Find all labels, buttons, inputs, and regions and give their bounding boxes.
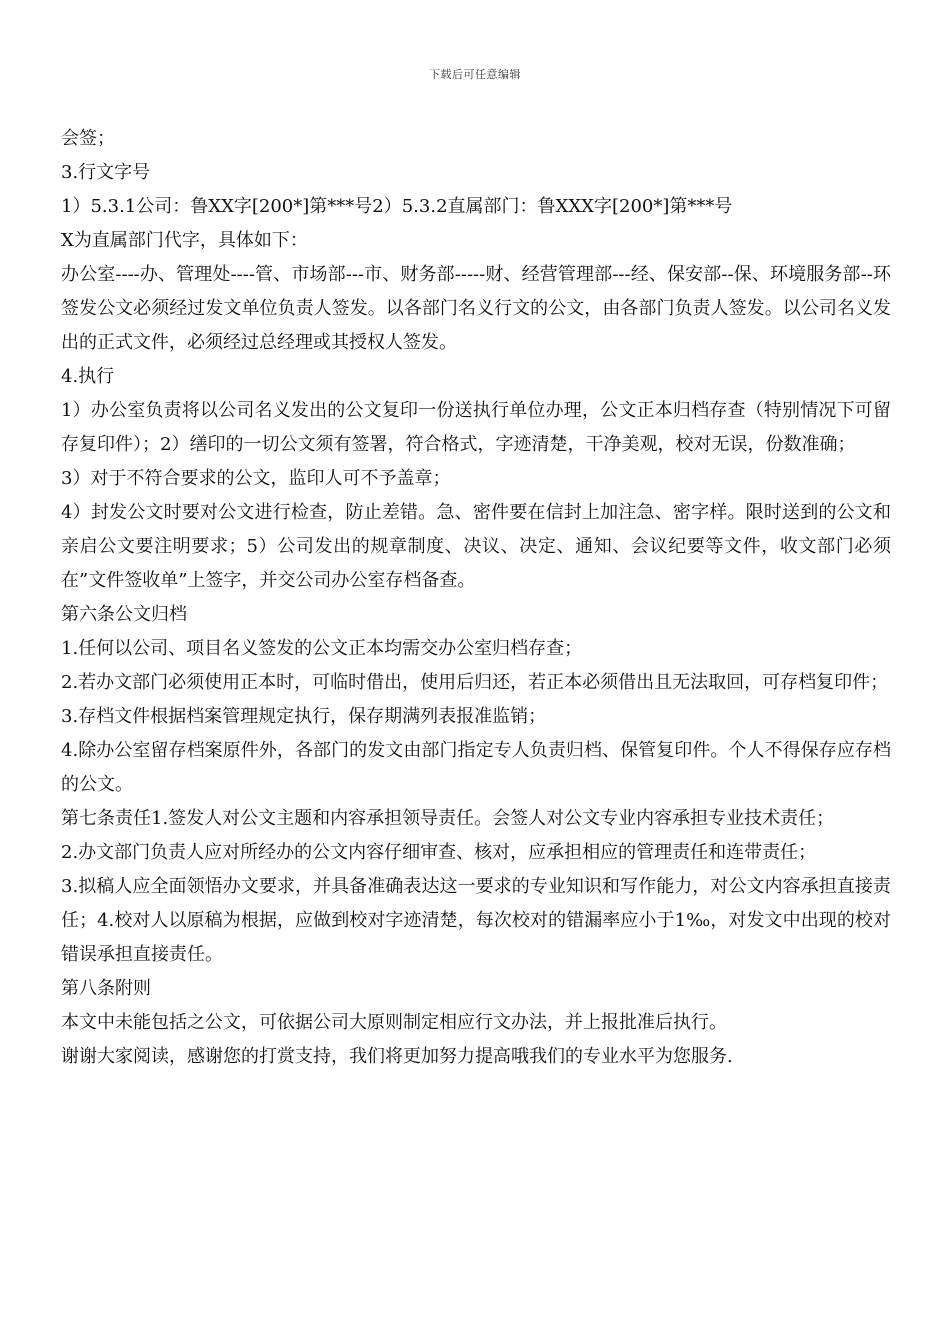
paragraph-huiqian: 会签； [61, 128, 115, 149]
paragraph-department-codes: 办公室----办、管理处----管、市场部---市、财务部-----财、经营管理部---经、保安部--保、环境服务部--环签发公文必须经过发文单位负责人签发。以各部门名义行文的公文，由各部门负责人签发。以公司名义发出的正式文件，必须经过总经理或其授权人签发。 [61, 264, 891, 353]
paragraph-article-7-responsibility-1: 第七条责任1.签发人对公文主题和内容承担领导责任。会签人对公文专业内容承担专业技术责任； [61, 808, 835, 829]
paragraph-archive-3: 3.存档文件根据档案管理规定执行，保存期满列表报准监销； [61, 706, 547, 727]
paragraph-supplementary: 本文中未能包括之公文，可依据公司大原则制定相应行文办法，并上报批准后执行。 [61, 1012, 727, 1033]
paragraph-responsibility-3-4: 3.拟稿人应全面领悟办文要求，并具备准确表达这一要求的专业知识和写作能力，对公文内容承担直接责任；4.校对人以原稿为根据，应做到校对字迹清楚，每次校对的错漏率应小于1‰，对发文中出现的校对错误承担直接责任。 [61, 876, 891, 965]
heading-article-8: 第八条附则 [61, 978, 151, 999]
paragraph-archive-4: 4.除办公室留存档案原件外，各部门的发文由部门指定专人负责归档、保管复印件。个人不得保存应存档的公文。 [61, 740, 891, 795]
heading-article-6: 第六条公文归档 [61, 604, 187, 625]
paragraph-execution-1-2: 1）办公室负责将以公司名义发出的公文复印一份送执行单位办理，公文正本归档存查（特别情况下可留存复印件）；2）缮印的一切公文须有签署，符合格式，字迹清楚，干净美观，校对无误，份数准确； [61, 400, 891, 455]
page-header-note: 下载后可任意编辑 [429, 68, 521, 81]
paragraph-number-format: 1）5.3.1公司：鲁XX字[200*]第***号2）5.3.2直属部门：鲁XXX字[200*]第***号 [61, 196, 733, 217]
paragraph-thanks: 谢谢大家阅读，感谢您的打赏支持，我们将更加努力提高哦我们的专业水平为您服务. [61, 1046, 733, 1067]
paragraph-archive-1: 1.任何以公司、项目名义签发的公文正本均需交办公室归档存查； [61, 638, 583, 659]
heading-document-number: 3.行文字号 [61, 162, 151, 183]
heading-execution: 4.执行 [61, 366, 115, 387]
document-body [61, 122, 891, 1074]
paragraph-execution-4-5: 4）封发公文时要对公文进行检查，防止差错。急、密件要在信封上加注急、密字样。限时送到的公文和亲启公文要注明要求；5）公司发出的规章制度、决议、决定、通知、会议纪要等文件，收文部门必须在”文件签收单”上签字，并交公司办公室存档备查。 [61, 502, 891, 591]
paragraph-archive-2: 2.若办文部门必须使用正本时，可临时借出，使用后归还，若正本必须借出且无法取回，可存档复印件； [61, 672, 889, 693]
paragraph-execution-3: 3）对于不符合要求的公文，监印人可不予盖章； [61, 468, 451, 489]
paragraph-department-code-intro: X为直属部门代字，具体如下： [61, 230, 308, 251]
paragraph-responsibility-2: 2.办文部门负责人应对所经办的公文内容仔细审查、核对，应承担相应的管理责任和连带责任； [61, 842, 817, 863]
